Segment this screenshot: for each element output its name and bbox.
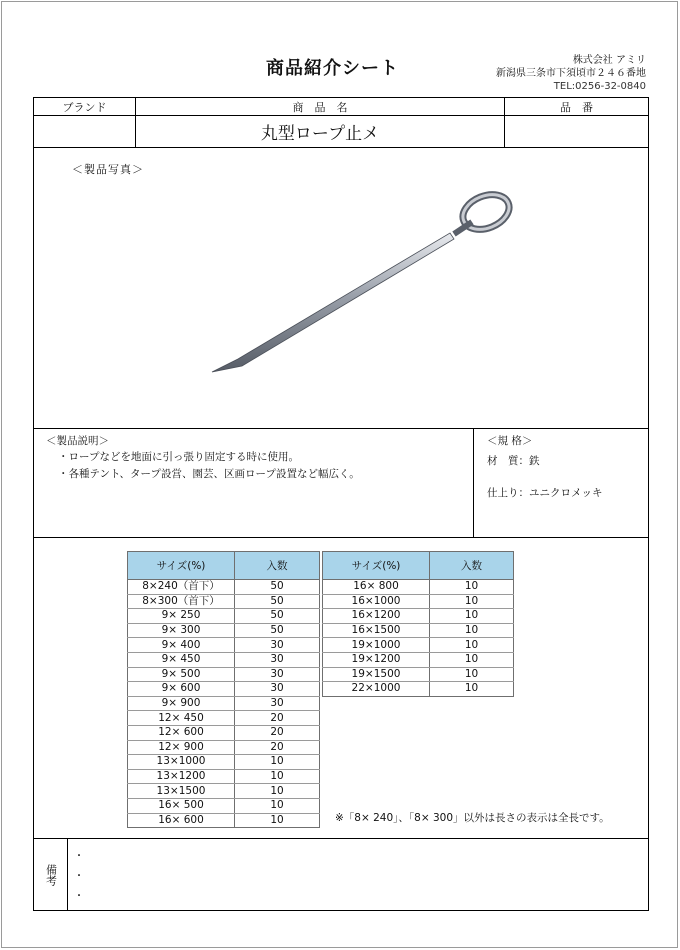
size-cell: 13×1500 — [128, 784, 235, 799]
size-cell: 13×1200 — [128, 769, 235, 784]
quantity-cell: 10 — [430, 652, 514, 667]
quantity-header: 入数 — [235, 552, 320, 580]
photo-label: ＜製品写真＞ — [72, 163, 144, 176]
remarks-section — [34, 838, 648, 910]
size-table-row — [128, 798, 320, 813]
size-cell: 9× 600 — [128, 682, 235, 697]
quantity-cell: 10 — [430, 638, 514, 653]
size-table-1 — [127, 551, 320, 828]
quantity-cell: 10 — [430, 580, 514, 595]
size-cell: 13×1000 — [128, 755, 235, 770]
quantity-cell: 10 — [430, 609, 514, 624]
size-note: ※「8× 240」、「8× 300」以外は長さの表示は全長です。 — [335, 812, 610, 824]
size-header: サイズ(%) — [128, 552, 235, 580]
size-cell: 12× 600 — [128, 725, 235, 740]
size-table-row — [128, 623, 320, 638]
quantity-cell: 10 — [235, 769, 320, 784]
product-number-value — [505, 116, 648, 147]
col-product-number-header: 品 番 — [560, 100, 593, 114]
size-table-row — [323, 682, 514, 697]
size-table-row — [128, 813, 320, 828]
quantity-cell: 10 — [235, 798, 320, 813]
info-value-row — [34, 116, 648, 148]
spec-label: ＜規 格＞ — [487, 435, 533, 447]
remarks-bullet: ・ — [74, 851, 84, 862]
size-cell: 16× 800 — [323, 580, 430, 595]
product-name-value: 丸型ロープ止メ — [260, 124, 380, 144]
size-cell: 16× 500 — [128, 798, 235, 813]
size-table-row — [128, 580, 320, 595]
info-header-row — [34, 98, 648, 116]
description-line: ・各種テント、タープ設営、園芸、区画ロープ設置など幅広く。 — [58, 468, 360, 480]
quantity-cell: 30 — [235, 696, 320, 711]
quantity-cell: 20 — [235, 740, 320, 755]
quantity-cell: 50 — [235, 623, 320, 638]
size-cell: 12× 900 — [128, 740, 235, 755]
remarks-bullet: ・ — [74, 891, 84, 902]
spec-material: 材 質：鉄 — [487, 455, 540, 467]
quantity-cell: 50 — [235, 609, 320, 624]
size-cell: 8×240（首下） — [128, 580, 235, 595]
size-table-row — [323, 638, 514, 653]
quantity-header: 入数 — [430, 552, 514, 580]
description-line: ・ロープなどを地面に引っ張り固定する時に使用。 — [58, 451, 299, 463]
product-photo — [154, 176, 534, 386]
quantity-cell: 10 — [430, 623, 514, 638]
size-table-row — [323, 623, 514, 638]
product-sheet — [33, 97, 649, 911]
size-cell: 12× 450 — [128, 711, 235, 726]
quantity-cell: 30 — [235, 638, 320, 653]
size-cell: 19×1200 — [323, 652, 430, 667]
description-label: ＜製品説明＞ — [46, 435, 109, 447]
spec-box — [475, 429, 648, 537]
size-cell: 16×1000 — [323, 594, 430, 609]
quantity-cell: 50 — [235, 580, 320, 595]
size-table-row — [323, 594, 514, 609]
company-address: 新潟県三条市下須頃市２４６番地 — [496, 68, 646, 79]
quantity-cell: 10 — [235, 813, 320, 828]
size-cell: 9× 250 — [128, 609, 235, 624]
quantity-cell: 10 — [430, 682, 514, 697]
size-cell: 9× 400 — [128, 638, 235, 653]
size-table-row — [128, 682, 320, 697]
size-table-row — [128, 769, 320, 784]
brand-value — [34, 116, 136, 147]
quantity-cell: 10 — [235, 755, 320, 770]
size-cell: 9× 500 — [128, 667, 235, 682]
size-cell: 19×1500 — [323, 667, 430, 682]
spec-finish: 仕上り：ユニクロメッキ — [487, 487, 603, 499]
col-brand-header: ブランド — [34, 98, 136, 115]
quantity-cell: 50 — [235, 594, 320, 609]
page-title: 商品紹介シート — [266, 58, 399, 79]
size-table-row — [128, 711, 320, 726]
size-cell: 16× 600 — [128, 813, 235, 828]
company-info — [496, 54, 646, 93]
size-cell: 9× 300 — [128, 623, 235, 638]
size-cell: 16×1500 — [323, 623, 430, 638]
size-cell: 16×1200 — [323, 609, 430, 624]
description-section — [34, 428, 648, 538]
size-cell: 9× 450 — [128, 652, 235, 667]
size-table-row — [128, 667, 320, 682]
size-table-row — [128, 594, 320, 609]
size-table-row — [323, 652, 514, 667]
company-tel: TEL:0256-32-0840 — [553, 81, 646, 92]
company-name: 株式会社 アミリ — [572, 55, 646, 66]
size-table-row — [323, 580, 514, 595]
size-table-row — [323, 609, 514, 624]
size-table-row — [128, 740, 320, 755]
size-header: サイズ(%) — [323, 552, 430, 580]
size-table-row — [128, 652, 320, 667]
quantity-cell: 10 — [430, 594, 514, 609]
description-box — [34, 429, 474, 537]
size-table-row — [128, 638, 320, 653]
size-cell: 8×300（首下） — [128, 594, 235, 609]
size-cell: 19×1000 — [323, 638, 430, 653]
quantity-cell: 10 — [235, 784, 320, 799]
quantity-cell: 20 — [235, 711, 320, 726]
size-cell: 9× 900 — [128, 696, 235, 711]
remarks-bullet: ・ — [74, 871, 84, 882]
quantity-cell: 30 — [235, 682, 320, 697]
size-table-row — [128, 696, 320, 711]
col-product-name-header: 商 品 名 — [136, 98, 505, 115]
size-cell: 22×1000 — [323, 682, 430, 697]
product-name-cell — [136, 116, 505, 147]
quantity-cell: 20 — [235, 725, 320, 740]
size-table-row — [128, 609, 320, 624]
stake-eye-ring — [454, 188, 514, 236]
quantity-cell: 30 — [235, 652, 320, 667]
size-table-row — [128, 725, 320, 740]
quantity-cell: 30 — [235, 667, 320, 682]
quantity-cell: 10 — [430, 667, 514, 682]
stake-shaft — [212, 233, 454, 372]
size-table-row — [128, 755, 320, 770]
size-table-row — [128, 784, 320, 799]
size-table-2 — [322, 551, 514, 697]
remarks-label: 備考 — [34, 839, 68, 910]
size-table-row — [323, 667, 514, 682]
